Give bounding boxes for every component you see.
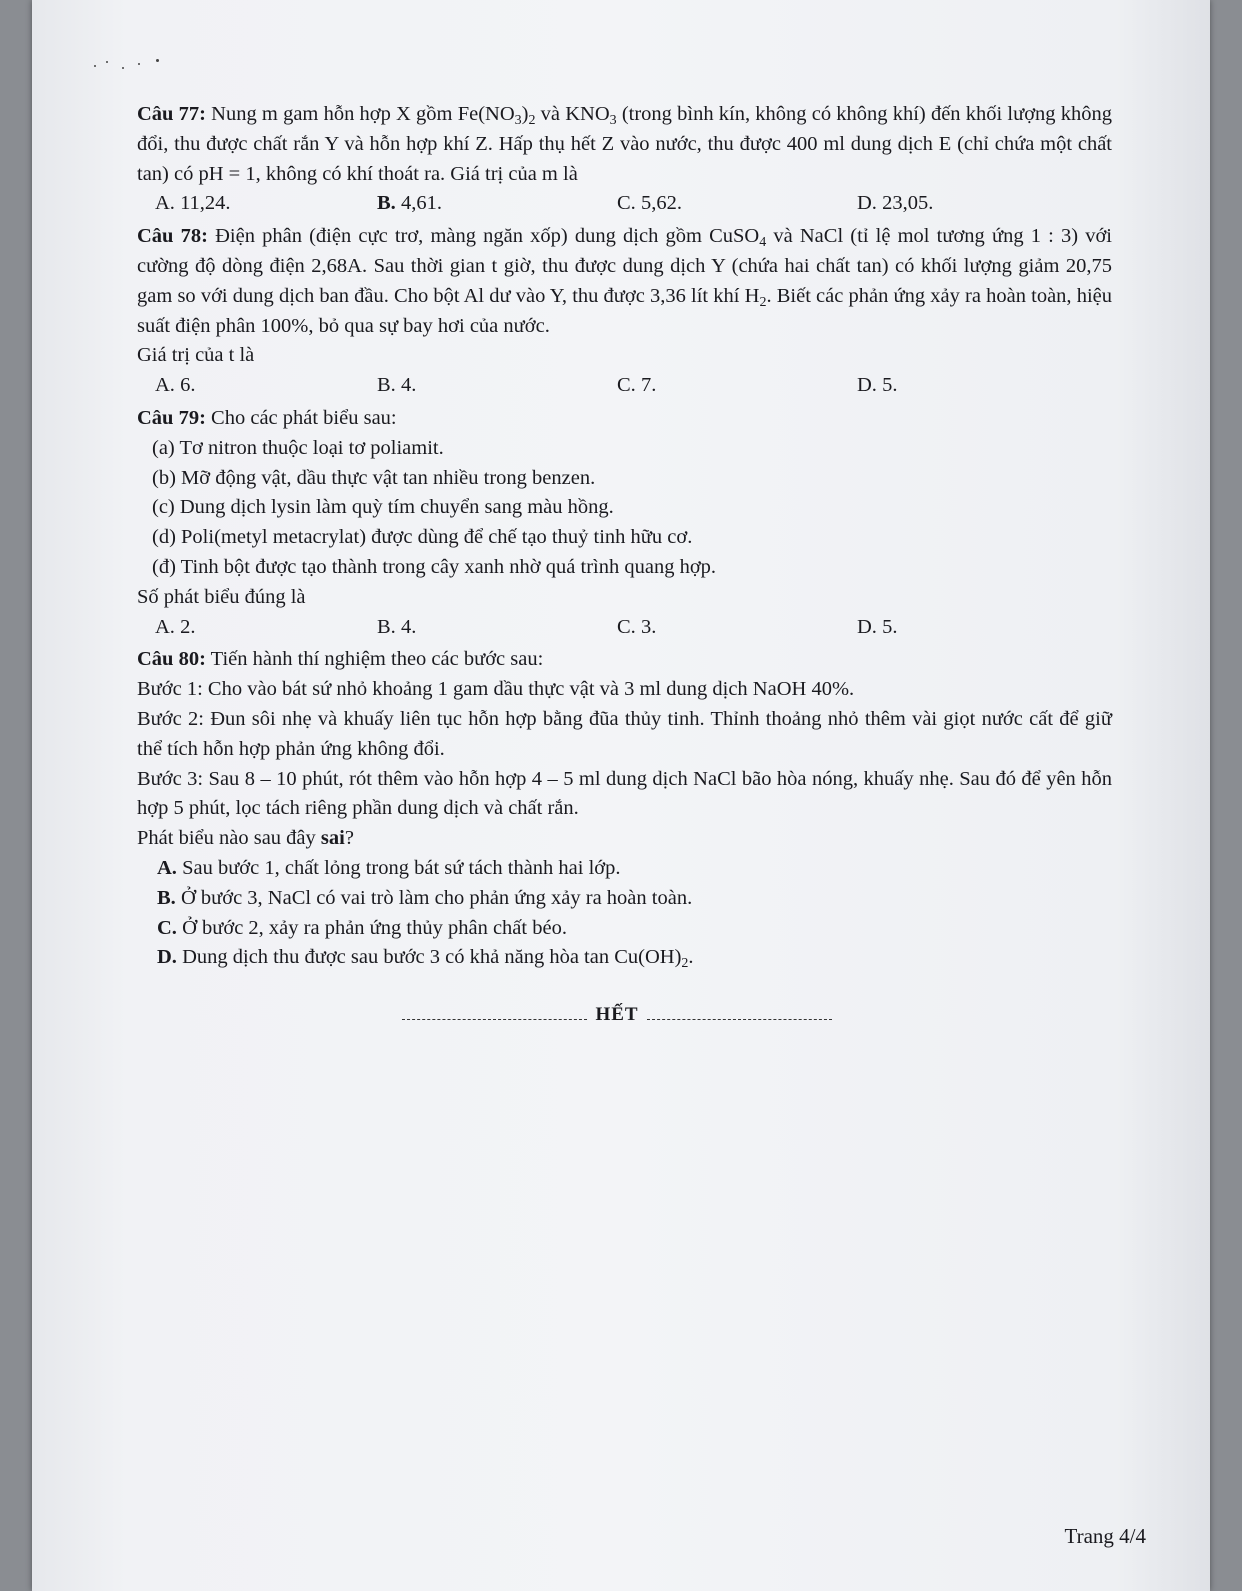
option-a: A. 11,24. (155, 192, 231, 215)
question-label: Câu 78: (137, 225, 208, 248)
option-d: D. Dung dịch thu được sau bước 3 có khả năng hòa $\tan Cu(OH)_2$. (157, 946, 694, 972)
statement-d: (d) Poli(metyl metacrylat) được dùng để chế tạo thuỷ tinh hữu cơ. (152, 526, 693, 549)
question-79: Câu 79: Cho các phát biểu sau: (137, 406, 397, 429)
option-c: C. 5,62. (617, 192, 682, 215)
divider (647, 1019, 832, 1020)
statement-b: (b) Mỡ động vật, dầu thực vật tan nhiều trong benzen. (152, 466, 596, 489)
option-a: A. 6. (155, 374, 196, 397)
statement-dd: (đ) Tinh bột được tạo thành trong cây xanh nhờ quá trình quang hợp. (152, 555, 717, 578)
question-label: Câu 77: (137, 103, 206, 125)
question-78: Câu 78: Điện phân (điện cực trơ, màng ngăn xốp) dung dịch gồm CuSO$_4$ và NaCl (tỉ lệ mol tương ứng 1 : 3) với cường độ dòng điện 2,68A. Sau thời gian t giờ, thu được dung dịch Y (chứa hai chất tan) có khối lượng giảm 20,75 gam so với dung dịch ban đầu. Cho bột Al dư vào Y, thu được 3,36 lít khí $H_2$. Biết các phản ứng xảy ra hoàn toàn, hiệu suất điện phân 100%, bỏ qua sự bay hơi của nước. (137, 225, 1113, 337)
step-1: Bước 1: Cho vào bát sứ nhỏ khoảng 1 gam dầu thực vật và 3 ml dung dịch NaOH 40%. (137, 678, 855, 701)
divider (402, 1019, 587, 1020)
question-label: Câu 80: (137, 648, 206, 671)
answer-options (137, 613, 1112, 643)
question-78-prompt: Giá trị của t là (137, 344, 255, 367)
option-a: A. Sau bước 1, chất lỏng trong bát sứ tách thành hai lớp. (157, 856, 621, 879)
question-80: Câu 80: Tiến hành thí nghiệm theo các bước sau: (137, 648, 544, 671)
question-label: Câu 79: (137, 406, 206, 429)
question-77: Câu 77: Nung m gam hỗn hợp X gồm $Fe(NO_3)_2$ và $KNO_3$ (trong bình kín, không có không khí) đến khối lượng không đổi, thu được chất rắn Y và hỗn hợp khí Z. Hấp thụ hết Z vào nước, thu được 400 ml dung dịch E (chỉ chứa một chất tan) có pH = 1, không có khí thoát ra. Giá trị của m là (137, 103, 1112, 185)
option-d: D. 5. (857, 374, 898, 397)
option-a: A. 2. (155, 615, 196, 638)
page-number: Trang 4/4 (1064, 1524, 1146, 1548)
option-b: B. 4. (377, 374, 417, 397)
exam-page (32, 0, 1210, 1591)
statement-c: (c) Dung dịch lysin làm quỳ tím chuyển sang màu hồng. (152, 496, 614, 519)
option-d: D. 5. (857, 615, 898, 638)
question-79-prompt: Số phát biểu đúng là (137, 585, 306, 608)
scan-specks (92, 55, 182, 80)
statement-a: (a) Tơ nitron thuộc loại tơ poliamit. (152, 436, 444, 459)
end-marker (402, 1000, 832, 1030)
option-d: D. 23,05. (857, 192, 934, 215)
end-label: HẾT (595, 1004, 639, 1025)
option-c: C. 7. (617, 374, 657, 397)
answer-options (137, 189, 1112, 219)
question-80-prompt: Phát biểu nào sau đây sai? (137, 827, 354, 850)
option-b: B. 4,61. (377, 192, 442, 215)
option-b: B. 4. (377, 615, 417, 638)
option-c: C. 3. (617, 615, 657, 638)
option-b: B. Ở bước 3, NaCl có vai trò làm cho phản ứng xảy ra hoàn toàn. (157, 886, 693, 909)
step-2: Bước 2: Đun sôi nhẹ và khuấy liên tục hỗn hợp bằng đũa thủy tinh. Thỉnh thoảng nhỏ thêm vài giọt nước cất để giữ thể tích hỗn hợp phản ứng không đổi. (137, 707, 1112, 760)
answer-options (137, 371, 1112, 401)
option-c: C. Ở bước 2, xảy ra phản ứng thủy phân chất béo. (157, 916, 567, 939)
exam-content (137, 100, 1112, 973)
step-3: Bước 3: Sau 8 – 10 phút, rót thêm vào hỗn hợp 4 – 5 ml dung dịch NaCl bão hòa nóng, khuấy nhẹ. Sau đó để yên hỗn hợp 5 phút, lọc tách riêng phần dung dịch và chất rắn. (137, 767, 1112, 820)
